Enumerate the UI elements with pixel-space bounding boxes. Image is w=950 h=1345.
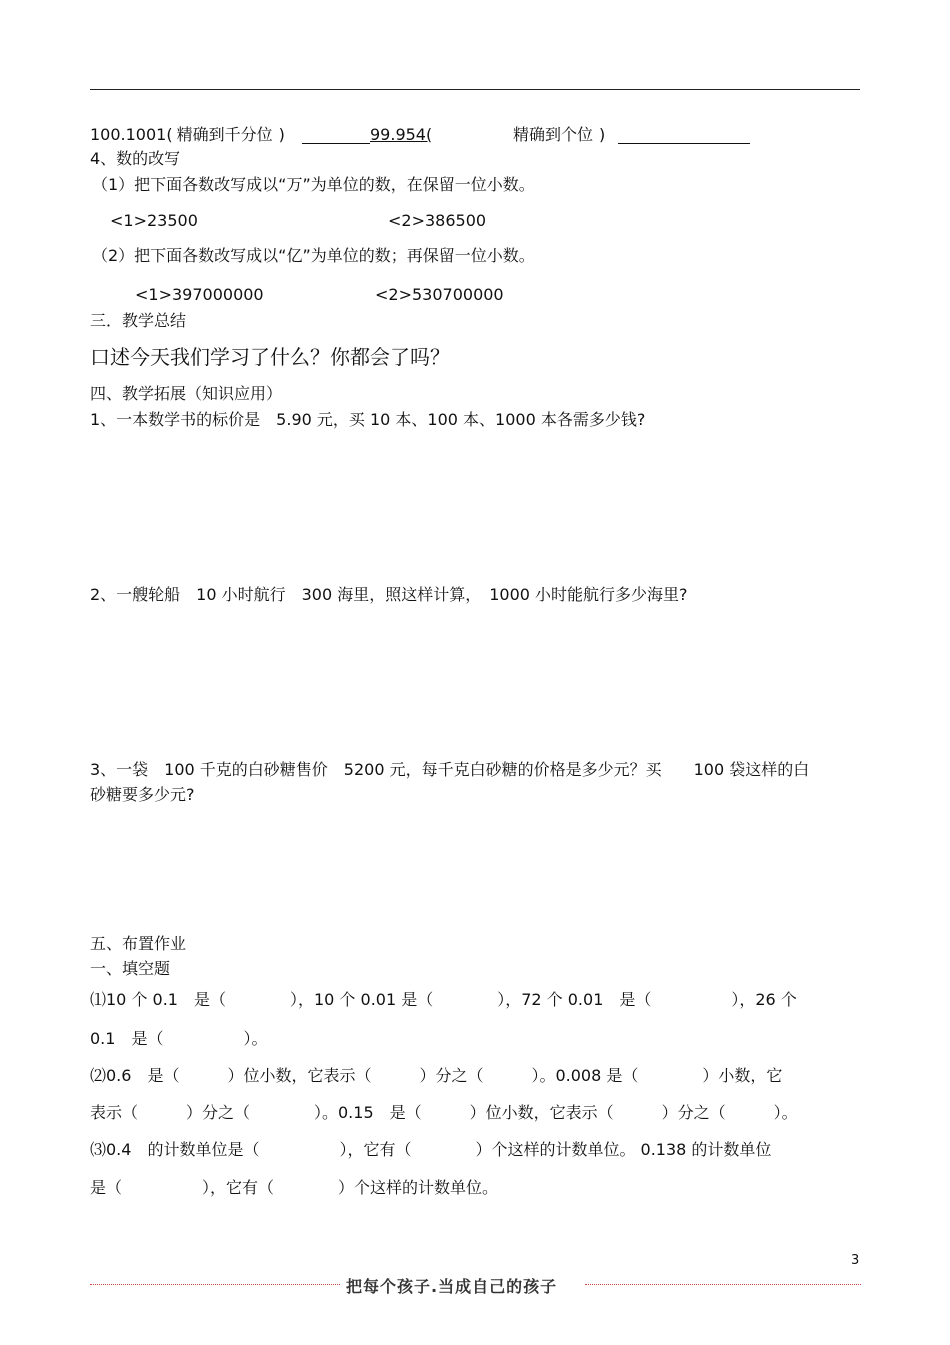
footer-rule-left [90, 1284, 340, 1285]
section4-title: 4、数的改写 [90, 149, 181, 168]
section4-q1-item-2: <2>386500 [388, 211, 487, 230]
footer-slogan: 把每个孩子.当成自己的孩子 [346, 1277, 558, 1296]
homework-q3-line2: 是（ ），它有（ ）个这样的计数单位。 [90, 1178, 499, 1197]
extension-problem-3-line2: 砂糖要多少元? [90, 785, 195, 804]
section4-q2: （2）把下面各数改写成以“亿”为单位的数；再保留一位小数。 [92, 246, 535, 265]
rounding-b [370, 125, 432, 145]
rounding-b-label: 99.954( [370, 125, 433, 144]
homework-title: 五、布置作业 [90, 934, 187, 953]
section4-q1: （1）把下面各数改写成以“万”为单位的数，在保留一位小数。 [92, 175, 535, 194]
homework-q2-line1: ⑵0.6 是（ ）位小数，它表示（ ）分之（ ）。0.008 是（ ）小数，它 [90, 1066, 783, 1085]
rounding-a-close: ) [278, 125, 285, 144]
summary-title: 三．教学总结 [90, 311, 187, 330]
extension-problem-1: 1、一本数学书的标价是 5.90 元，买 10 本、100 本、1000 本各需多少钱? [90, 410, 646, 429]
homework-q1-line1: ⑴10 个 0.1 是（ ），10 个 0.01 是（ ），72 个 0.01 是（ ），26 个 [90, 990, 797, 1009]
summary-text: 口述今天我们学习了什么？你都会了吗？ [90, 345, 450, 369]
extension-title: 四、教学拓展（知识应用） [90, 384, 283, 403]
footer-rule-right [585, 1284, 861, 1285]
page-number: 3 [851, 1253, 860, 1268]
extension-problem-2: 2、一艘轮船 10 小时航行 300 海里，照这样计算， 1000 小时能航行多少海里? [90, 585, 688, 604]
header-rule [90, 89, 860, 90]
rounding-b-close: ) [599, 125, 606, 144]
rounding-b-hint: 精确到个位 [513, 125, 594, 144]
rounding-a-hint: 精确到千分位 [176, 125, 273, 144]
rounding-a-label: 100.1001( [90, 125, 173, 144]
rounding-b-blank[interactable] [618, 143, 750, 144]
section4-q2-item-1: <1>397000000 [135, 285, 264, 304]
extension-problem-3-line1: 3、一袋 100 千克的白砂糖售价 5200 元，每千克白砂糖的价格是多少元？买 100 袋这样的白 [90, 760, 810, 779]
rounding-line [90, 125, 285, 145]
homework-subtitle: 一、填空题 [90, 959, 171, 978]
rounding-b-hint-wrap [513, 125, 605, 145]
rounding-a-blank[interactable] [302, 143, 370, 144]
homework-q1-line2: 0.1 是（ ）。 [90, 1029, 268, 1048]
homework-q3-line1: ⑶0.4 的计数单位是（ ），它有（ ）个这样的计数单位。 0.138 的计数单位 [90, 1140, 772, 1159]
section4-q1-item-1: <1>23500 [110, 211, 198, 230]
section4-q2-item-2: <2>530700000 [375, 285, 504, 304]
homework-q2-line2: 表示（ ）分之（ ）。0.15 是（ ）位小数，它表示（ ）分之（ ）。 [90, 1103, 798, 1122]
